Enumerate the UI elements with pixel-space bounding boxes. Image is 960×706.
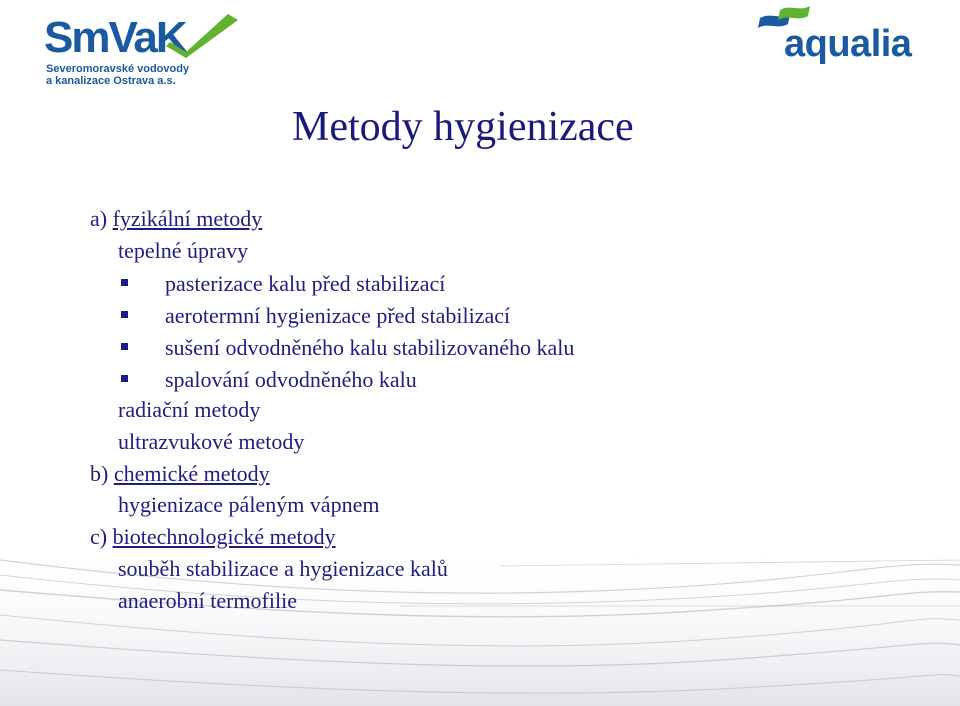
- section-b: [90, 460, 270, 488]
- smvak-brand: SmVaK: [44, 13, 186, 62]
- section-b-prefix: b): [90, 461, 109, 486]
- smvak-subtitle-1: Severomoravské vodovody: [46, 63, 190, 75]
- section-b-heading: chemické metody: [113, 461, 270, 486]
- bullet-item: pasterizace kalu před stabilizací: [165, 271, 446, 296]
- bullet-marker: [121, 343, 128, 350]
- item-hygienizace-vapnem: hygienizace páleným vápnem: [118, 492, 380, 517]
- item-radiacni-metody: radiační metody: [118, 397, 261, 422]
- section-c: [90, 523, 336, 551]
- smvak-logo: [44, 10, 244, 90]
- item-soubeh: souběh stabilizace a hygienizace kalů: [118, 556, 448, 581]
- bullet-marker: [121, 279, 128, 286]
- bullet-item: aerotermní hygienizace před stabilizací: [165, 303, 511, 328]
- aqualia-brand: aqualia: [784, 23, 912, 65]
- aqualia-logo: [758, 4, 958, 70]
- page-title: Metody hygienizace: [292, 104, 634, 150]
- section-c-heading: biotechnologické metody: [112, 524, 336, 549]
- item-tepelne-upravy: tepelné úpravy: [118, 238, 249, 263]
- bullet-marker: [121, 375, 128, 382]
- bullet-item: spalování odvodněného kalu: [165, 367, 417, 392]
- section-a-prefix: a): [90, 206, 108, 231]
- section-a-heading: fyzikální metody: [112, 206, 263, 231]
- green-checkmark-icon: [164, 8, 244, 58]
- bullet-marker: [121, 311, 128, 318]
- section-a: [90, 205, 262, 233]
- bullet-item: sušení odvodněného kalu stabilizovaného kalu: [165, 335, 575, 360]
- section-c-prefix: c): [90, 524, 108, 549]
- item-ultrazvukove-metody: ultrazvukové metody: [118, 429, 305, 454]
- item-anaerobni-termofilie: anaerobní termofilie: [118, 588, 297, 613]
- smvak-subtitle-2: a kanalizace Ostrava a.s.: [46, 75, 176, 87]
